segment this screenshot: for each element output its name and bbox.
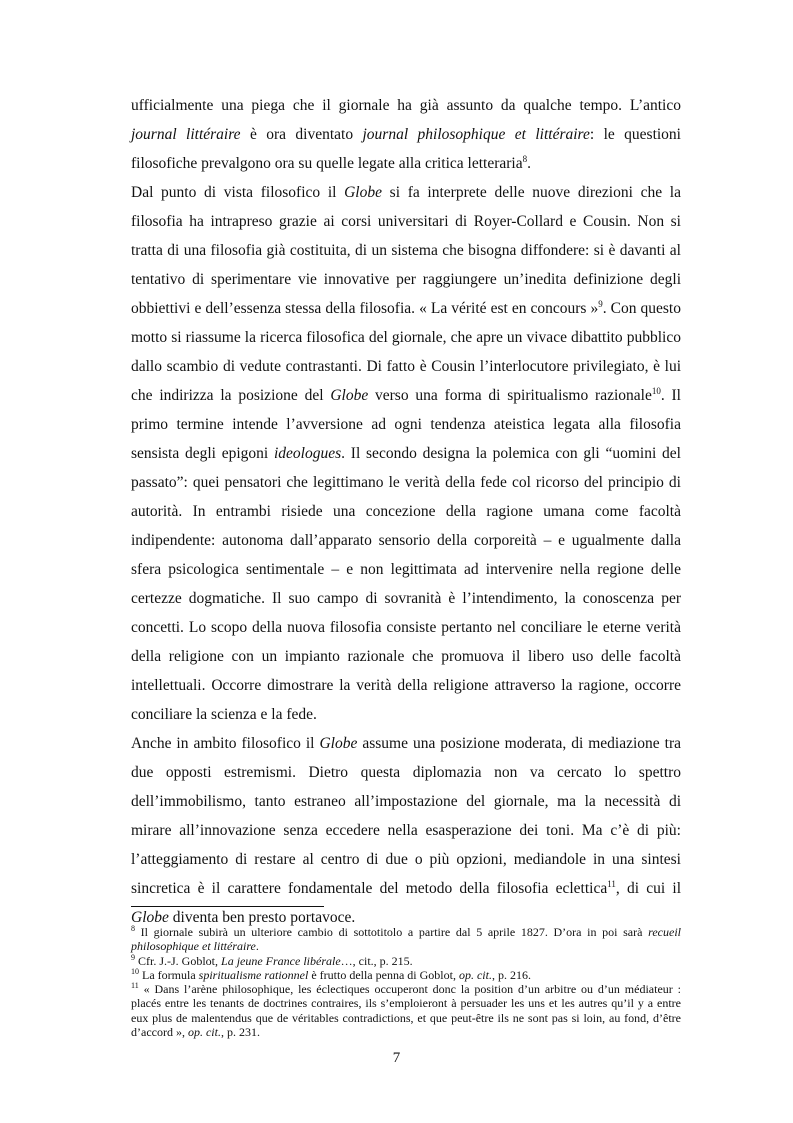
- footnote-ref: 9: [598, 298, 603, 309]
- text-run: , p. 231.: [220, 1025, 260, 1040]
- paragraph-1: [131, 91, 681, 178]
- italic-text: Globe: [330, 387, 369, 404]
- italic-text: La jeune France libérale: [221, 953, 341, 968]
- footnote-ref: 10: [651, 385, 661, 396]
- text-run: La formula: [139, 967, 199, 982]
- footnote-9: [131, 954, 681, 968]
- italic-text: journal philosophique et littéraire: [362, 126, 590, 143]
- text-run: .: [255, 939, 259, 954]
- footnote-8: [131, 925, 681, 954]
- text-run: Cfr. J.-J. Goblot,: [135, 953, 222, 968]
- text-run: , di cui il: [615, 880, 681, 897]
- text-run: diventa ben presto portavoce.: [168, 909, 356, 926]
- text-run: assume una posizione moderata, di mediazione tra due opposti estremismi. Dietro questa diplomazia non va cercato lo spettro dell’immobilismo, tanto estraneo all’impostazione del giornale, ma la necessità di mirare all’innovazione senza eccedere nella esasperazione dei toni. Ma c’è di più: l’atteggiamento di restare al centro di due o più opzioni, mediandole in una sintesi sincretica è il carattere fondamentale del metodo della filosofia eclettica: [131, 735, 681, 897]
- main-text: [131, 91, 681, 932]
- text-run: verso una forma di spiritualismo razionale: [368, 387, 652, 404]
- footnote-ref: 10: [131, 966, 139, 976]
- text-run: si fa interprete delle nuove direzioni che la filosofia ha intrapreso grazie ai corsi universitari di Royer-Collard e Cousin. Non si tratta di una filosofia già costituita, di un sistema che bisogna diffondere: si è davanti al tentativo di sperimentare vie innovative per raggiungere un’inedita definizione degli obbiettivi e dell’essenza stessa della filosofia. « La vérité est en concours »: [131, 184, 681, 317]
- italic-text: Globe: [131, 909, 169, 926]
- footnote-10: [131, 968, 681, 982]
- text-run: , p. 216.: [491, 967, 531, 982]
- italic-text: spiritualisme rationnel: [198, 967, 309, 982]
- italic-text: recueil philosophique et littéraire: [131, 925, 681, 954]
- italic-text: Globe: [319, 735, 358, 752]
- italic-text: journal littéraire: [131, 126, 241, 143]
- text-run: …, cit., p. 215.: [340, 953, 413, 968]
- italic-text: op. cit.: [458, 967, 492, 982]
- text-run: è ora diventato: [240, 126, 363, 143]
- footnote-separator: [131, 906, 324, 907]
- footnote-ref: 8: [131, 924, 135, 933]
- text-run: « Dans l’arène philosophique, les éclectiques occuperont donc la position d’un arbitre ou d’un médiateur : placés entre les tenants de doctrines contraires, ils s’emploieront à persuader les uns et les autres qu’il y a entre eux plus de malentendus que de véritables contradictions, et que peut-être ils ne sont pas si loin, au fond, d’être d’accord »,: [131, 982, 681, 1040]
- footnote-11: [131, 982, 681, 1039]
- text-run: . Il secondo designa la polemica con gli “uomini del passato”: quei pensatori che legittimano le verità della fede col ricorso del principio di autorità. In entrambi risiede una concezione della ragione umana come facoltà indipendente: autonoma dall’apparato sensorio della corporeità – e ugualmente dalla sfera psicologica sentimentale – e non legittimata ad intervenire nella regione delle certezze dogmatiche. Il suo campo di sovranità è l’intendimento, la conoscenza per concetti. Lo scopo della nuova filosofia consiste pertanto nel conciliare le eterne verità della religione con un impianto razionale che promuova il libero uso delle facoltà intellettuali. Occorre dimostrare la verità della religione attraverso la ragione, occorre conciliare la scienza e la fede.: [131, 445, 681, 723]
- text-run: Il giornale subirà un ulteriore cambio di sottotitolo a partire dal 5 aprile 1827. D’ora in poi sarà: [135, 925, 649, 939]
- text-run: è frutto della penna di Goblot,: [308, 967, 459, 982]
- footnote-ref: 11: [607, 878, 616, 889]
- italic-text: Globe: [344, 184, 382, 201]
- text-run: ufficialmente una piega che il giornale ha già assunto da qualche tempo. L’antico: [131, 97, 681, 114]
- footnote-ref: 11: [131, 981, 139, 991]
- italic-text: ideologues: [274, 445, 342, 462]
- page-number: 7: [392, 1050, 401, 1066]
- paragraph-3: [131, 729, 681, 932]
- paragraph-2: [131, 178, 681, 729]
- text-run: : le questioni filosofiche prevalgono ora su quelle legate alla critica letteraria: [131, 126, 681, 172]
- italic-text: op. cit.: [187, 1025, 221, 1040]
- text-run: Dal punto di vista filosofico il: [131, 184, 345, 201]
- text-run: . Il primo termine intende l’avversione ad ogni tendenza ateistica legata alla filosofia sensista degli epigoni: [131, 387, 681, 462]
- text-run: Anche in ambito filosofico il: [131, 735, 320, 752]
- footnote-ref: 8: [522, 153, 528, 164]
- text-run: . Con questo motto si riassume la ricerca filosofica del giornale, che apre un vivace dibattito pubblico dallo scambio di vedute contrastanti. Di fatto è Cousin l’interlocutore privilegiato, è lui che indirizza la posizione del: [131, 300, 681, 404]
- footnote-ref: 9: [131, 952, 135, 962]
- text-run: .: [527, 155, 531, 172]
- footnotes: [131, 925, 681, 1039]
